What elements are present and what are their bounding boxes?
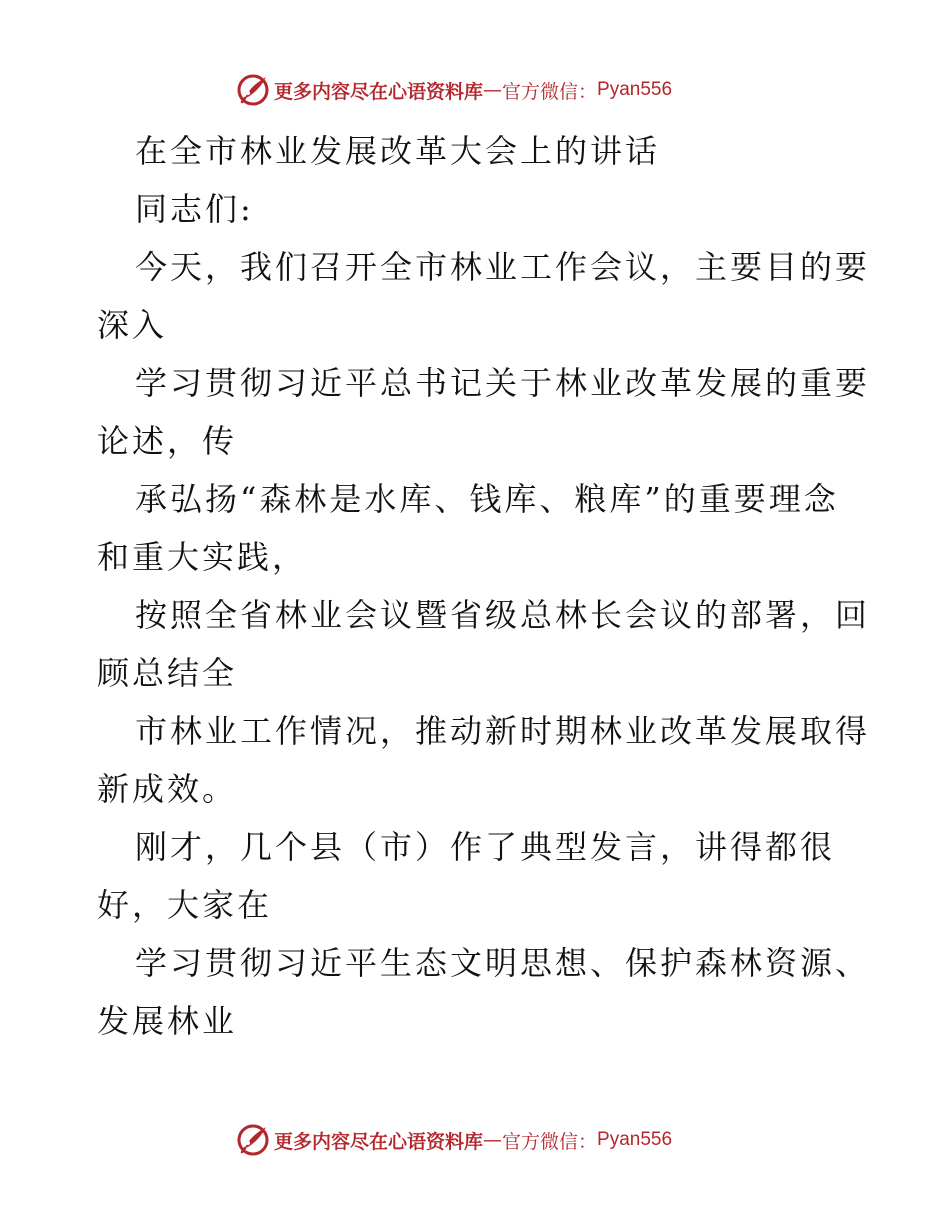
watermark-wechat-id: Pyan556 (597, 79, 673, 100)
text-line: 深入 (97, 306, 168, 344)
text-line: 好，大家在 (97, 886, 273, 924)
text-line: 市林业工作情况，推动新时期林业改革发展取得 (135, 712, 871, 750)
text-line: 刚才，几个县（市）作了典型发言，讲得都很 (135, 828, 836, 866)
text-line: 和重大实践， (97, 538, 308, 576)
text-line: 承弘扬“森林是水库、钱库、粮库”的重要理念 (135, 480, 839, 518)
text-line: 新成效。 (97, 770, 238, 808)
footer-watermark (236, 1122, 672, 1158)
text-line: 顾总结全 (97, 654, 238, 692)
text-line: 按照全省林业会议暨省级总林长会议的部署，回 (135, 596, 871, 634)
text-line: 在全市林业发展改革大会上的讲话 (135, 132, 661, 170)
watermark-brand: 更多内容尽在心语资料库 (274, 1130, 484, 1153)
watermark-wechat-id: Pyan556 (597, 1129, 673, 1150)
text-line: 学习贯彻习近平生态文明思想、保护森林资源、 (135, 944, 871, 982)
text-line: 发展林业 (97, 1002, 238, 1040)
text-line: 今天，我们召开全市林业工作会议，主要目的要 (135, 248, 871, 286)
header-watermark (236, 72, 672, 108)
quill-logo-icon (236, 73, 270, 107)
text-line: 论述，传 (97, 422, 238, 460)
watermark-dash: — (483, 1129, 503, 1151)
watermark-label: 官方微信： (502, 80, 598, 103)
watermark-brand: 更多内容尽在心语资料库 (274, 80, 484, 103)
text-line: 学习贯彻习近平总书记关于林业改革发展的重要 (135, 364, 871, 402)
watermark-dash: — (483, 79, 503, 101)
text-line: 同志们: (135, 190, 254, 228)
document-body (97, 122, 871, 1050)
watermark-label: 官方微信： (502, 1130, 598, 1153)
quill-logo-icon (236, 1123, 270, 1157)
